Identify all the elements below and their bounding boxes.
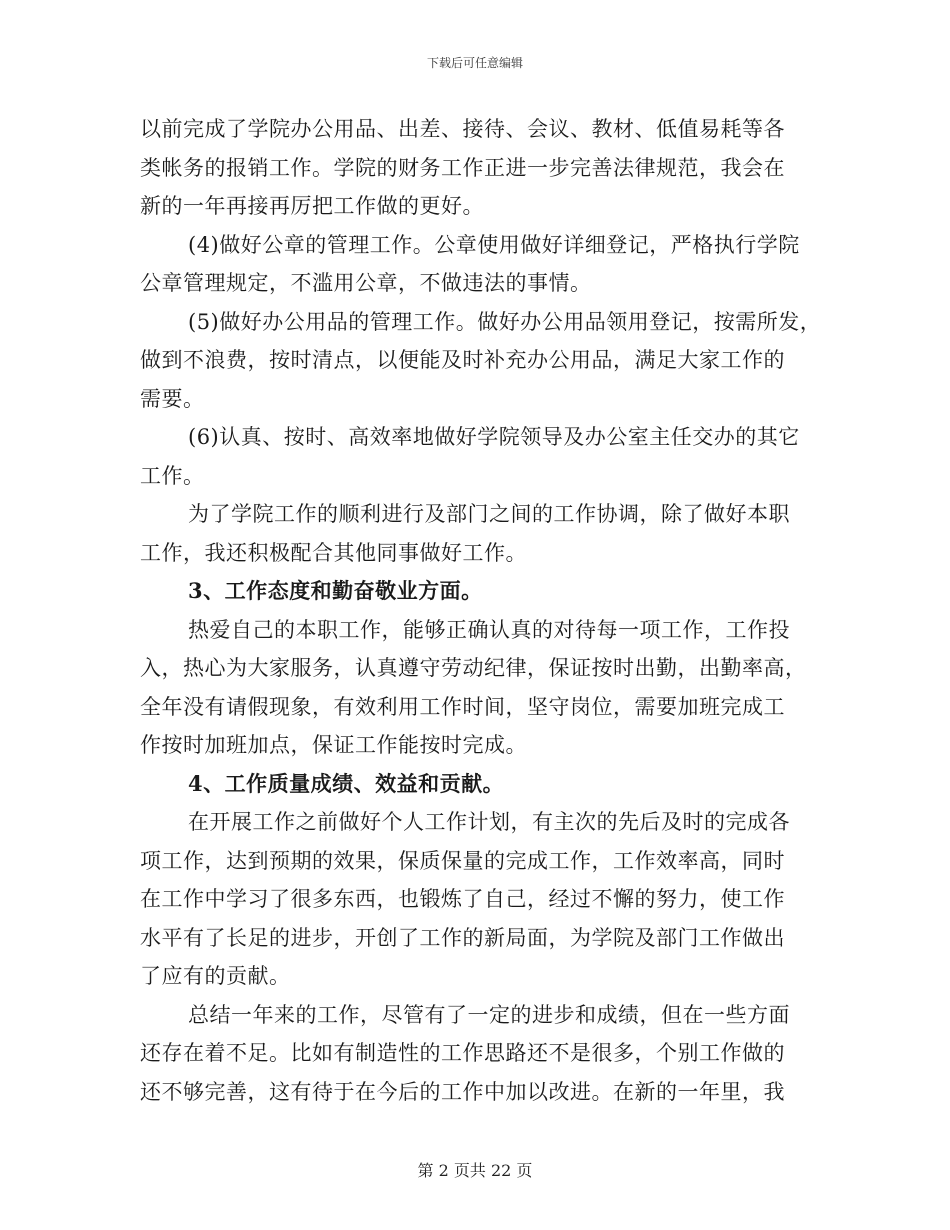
text-line: (5)做好办公用品的管理工作。做好办公用品领用登记，按需所发， [188,309,822,334]
text-line: 在开展工作之前做好个人工作计划，有主次的先后及时的完成各 [188,810,790,834]
text-line: 为了学院工作的顺利进行及部门之间的工作协调，除了做好本职 [188,502,790,526]
text-line: 作按时加班加点，保证工作能按时完成。 [140,733,527,757]
text-line: 需要。 [140,386,205,411]
text-line: 类帐务的报销工作。学院的财务工作正进一步完善法律规范，我会在 [140,155,785,180]
text-line: 新的一年再接再厉把工作做的更好。 [140,194,484,218]
text-line: 还存在着不足。比如有制造性的工作思路还不是很多，个别工作做的 [140,1041,785,1065]
text-line: 热爱自己的本职工作，能够正确认真的对待每一项工作，工作投 [188,617,790,642]
text-line: 在工作中学习了很多东西，也锻炼了自己，经过不懈的努力，使工作 [140,887,785,911]
text-line: 以前完成了学院办公用品、出差、接待、会议、教材、低值易耗等各 [140,117,785,141]
text-line: 总结一年来的工作，尽管有了一定的进步和成绩，但在一些方面 [188,1002,790,1027]
text-line: (4)做好公章的管理工作。公章使用做好详细登记，严格执行学院 [188,232,800,257]
text-line: 做到不浪费，按时清点，以便能及时补充办公用品，满足大家工作的 [140,348,785,372]
text-line: 入，热心为大家服务，认真遵守劳动纪律，保证按时出勤，出勤率高， [140,656,807,680]
text-line: (6)认真、按时、高效率地做好学院领导及办公室主任交办的其它 [188,425,800,449]
text-line: 全年没有请假现象，有效利用工作时间，坚守岗位，需要加班完成工 [140,694,785,719]
text-line: 公章管理规定，不滥用公章，不做违法的事情。 [140,271,592,295]
section-heading: 4、工作质量成绩、效益和贡献。 [188,770,505,796]
page-header: 下载后可任意编辑 [426,56,523,70]
text-line: 还不够完善，这有待于在今后的工作中加以改进。在新的一年里，我 [140,1079,785,1104]
text-line: 了应有的贡献。 [140,964,291,988]
text-line: 工作，我还积极配合其他同事做好工作。 [140,540,527,565]
text-line: 工作。 [140,463,205,488]
section-heading: 3、工作态度和勤奋敬业方面。 [188,578,483,603]
text-line: 水平有了长足的进步，开创了工作的新局面，为学院及部门工作做出 [140,925,785,950]
document-body [140,110,830,1111]
text-line: 项工作，达到预期的效果，保质保量的完成工作，工作效率高，同时 [140,848,785,873]
page-footer: 第 2 页共 22 页 [417,1161,533,1180]
